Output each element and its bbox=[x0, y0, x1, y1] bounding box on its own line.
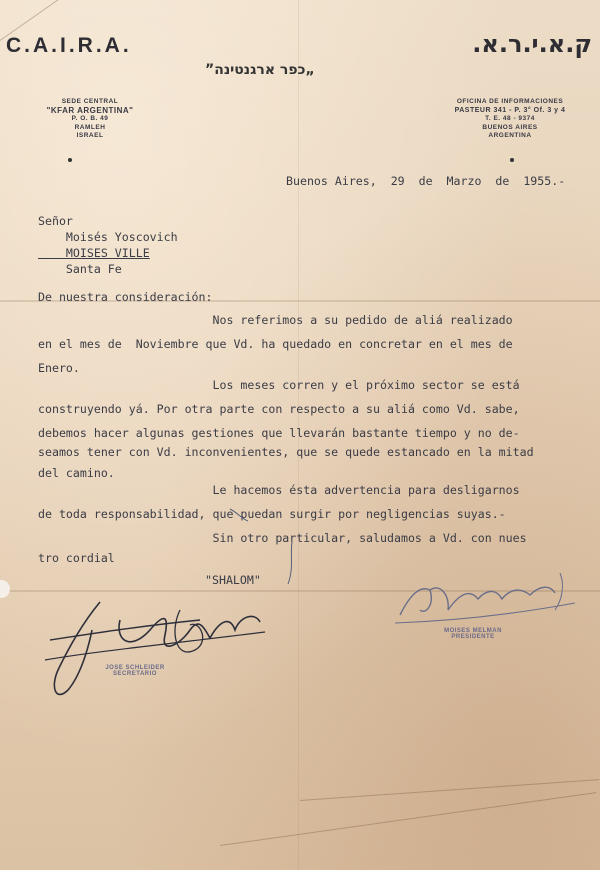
stamp-name: JOSE SCHLEIDER bbox=[105, 665, 165, 671]
address-line: BUENOS AIRES bbox=[482, 123, 538, 131]
paper-crease bbox=[220, 792, 596, 846]
address-line: "KFAR ARGENTINA" bbox=[46, 105, 134, 115]
body-line: construyendo yá. Por otra parte con respecto a su aliá como Vd. sabe, bbox=[38, 402, 520, 416]
left-signature bbox=[30, 590, 280, 710]
stamp-title: PRESIDENTE bbox=[451, 634, 495, 640]
recipient-line: MOISES VILLE bbox=[38, 246, 150, 260]
org-name-latin: C.A.I.R.A. bbox=[6, 34, 132, 57]
bullet-dot bbox=[68, 158, 72, 162]
left-stamp bbox=[80, 665, 190, 677]
pen-mark bbox=[280, 540, 310, 590]
body-line: debemos hacer algunas gestiones que llevarán bastante tiempo y no de- bbox=[38, 426, 520, 440]
address-line: OFICINA DE INFORMACIONES bbox=[456, 98, 564, 105]
punch-hole bbox=[0, 580, 10, 598]
body-line: en el mes de Noviembre que Vd. ha quedado en concretar en el mes de bbox=[38, 337, 513, 351]
right-address-block bbox=[445, 98, 575, 141]
bullet-dot bbox=[510, 158, 514, 162]
right-stamp bbox=[418, 628, 528, 640]
body-line: Enero. bbox=[38, 361, 80, 375]
recipient-line: Moisés Yoscovich bbox=[38, 230, 178, 244]
recipient-line: Señor bbox=[38, 214, 73, 228]
recipient-line: Santa Fe bbox=[38, 262, 122, 276]
pen-mark bbox=[228, 505, 258, 525]
address-line: RAMLEH bbox=[74, 123, 106, 131]
address-line: ARGENTINA bbox=[488, 132, 532, 139]
body-line: de toda responsabilidad, que puedan surgir por negligencias suyas.- bbox=[38, 507, 506, 521]
address-line: PASTEUR 341 - P. 3° Of. 3 y 4 bbox=[454, 106, 566, 114]
body-line: Le hacemos ésta advertencia para desligarnos bbox=[38, 483, 520, 497]
address-line: SEDE CENTRAL bbox=[61, 98, 119, 105]
right-signature bbox=[390, 565, 590, 635]
body-line: tro cordial bbox=[38, 551, 115, 565]
body-line: Los meses corren y el próximo sector se está bbox=[38, 378, 520, 392]
hebrew-subtitle: „כפר ארגנטינה” bbox=[205, 62, 315, 78]
address-line: T. E. 48 - 9374 bbox=[485, 115, 535, 122]
stamp-name: MOISES MELMAN bbox=[444, 628, 502, 634]
date-line: Buenos Aires, 29 de Marzo de 1955.- bbox=[286, 174, 566, 188]
body-line: seamos tener con Vd. inconvenientes, que se quede estancado en la mitad bbox=[38, 445, 534, 459]
address-line: ISRAEL bbox=[76, 132, 104, 139]
body-line: Nos referimos a su pedido de aliá realizado bbox=[38, 313, 513, 327]
org-name-hebrew: ק.א.י.ר.א. bbox=[472, 30, 592, 58]
closing-shalom: "SHALOM" bbox=[205, 573, 261, 587]
salutation: De nuestra consideración: bbox=[38, 290, 213, 304]
body-line: del camino. bbox=[38, 466, 115, 480]
body-line: Sin otro particular, saludamos a Vd. con nues bbox=[38, 531, 527, 545]
stamp-title: SECRETARIO bbox=[113, 671, 157, 677]
address-line: P. O. B. 49 bbox=[71, 115, 109, 122]
left-address-block bbox=[30, 98, 150, 141]
